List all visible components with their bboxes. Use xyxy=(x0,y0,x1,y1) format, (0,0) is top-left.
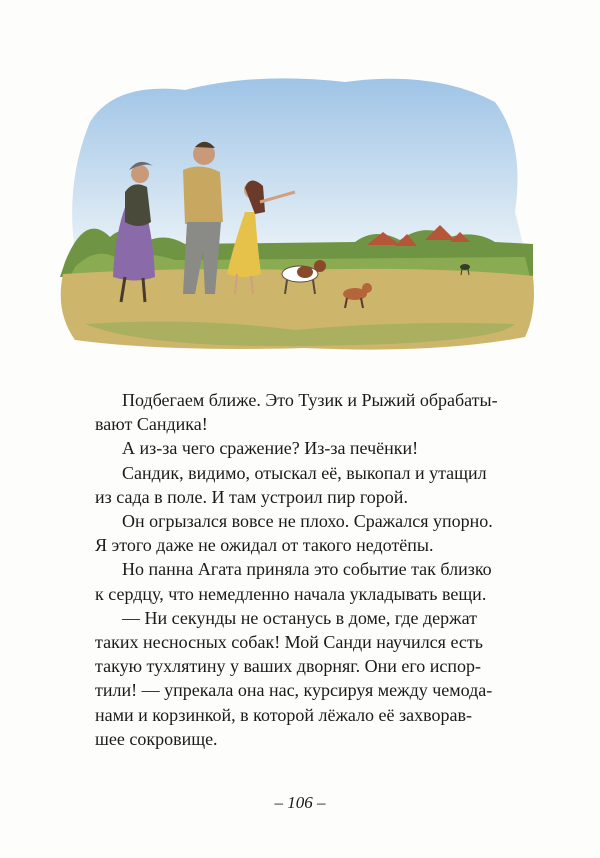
paragraph xyxy=(95,557,528,605)
text-line: Но панна Агата приняла это событие так близко xyxy=(122,559,492,580)
body-text xyxy=(95,388,528,751)
paragraph xyxy=(95,388,528,436)
text-line: Сандик, видимо, отыскал её, выкопал и утащил xyxy=(122,462,487,483)
text-line: из сада в поле. И там устроил пир горой. xyxy=(95,486,408,507)
text-line: вают Сандика! xyxy=(95,414,208,435)
text-line: Подбегаем ближе. Это Тузик и Рыжий обрабаты- xyxy=(122,390,498,410)
text-line: А из-за чего сражение? Из-за печёнки! xyxy=(122,438,419,459)
book-illustration xyxy=(55,62,535,352)
paragraph xyxy=(95,436,528,460)
text-line: Он огрызался вовсе не плохо. Сражался упорно. xyxy=(122,511,493,532)
paragraph xyxy=(95,509,528,557)
text-line: такую тухлятину у ваших дворняг. Они его испор- xyxy=(95,656,482,677)
text-line: Я этого даже не ожидал от такого недотёпы. xyxy=(95,535,434,556)
text-line: таких несносных собак! Мой Санди научился есть xyxy=(95,632,483,653)
page-number: – 106 – xyxy=(274,793,326,812)
text-line: шее сокровище. xyxy=(95,728,218,749)
paragraph xyxy=(95,606,528,751)
paragraph xyxy=(95,461,528,509)
text-line: к сердцу, что немедленно начала укладывать вещи. xyxy=(95,583,487,604)
text-line: нами и корзинкой, в которой лёжало её захворав- xyxy=(95,704,472,725)
text-line: тили! — упрекала она нас, курсируя между чемода- xyxy=(95,680,493,701)
text-line: — Ни секунды не останусь в доме, где держат xyxy=(122,607,477,628)
